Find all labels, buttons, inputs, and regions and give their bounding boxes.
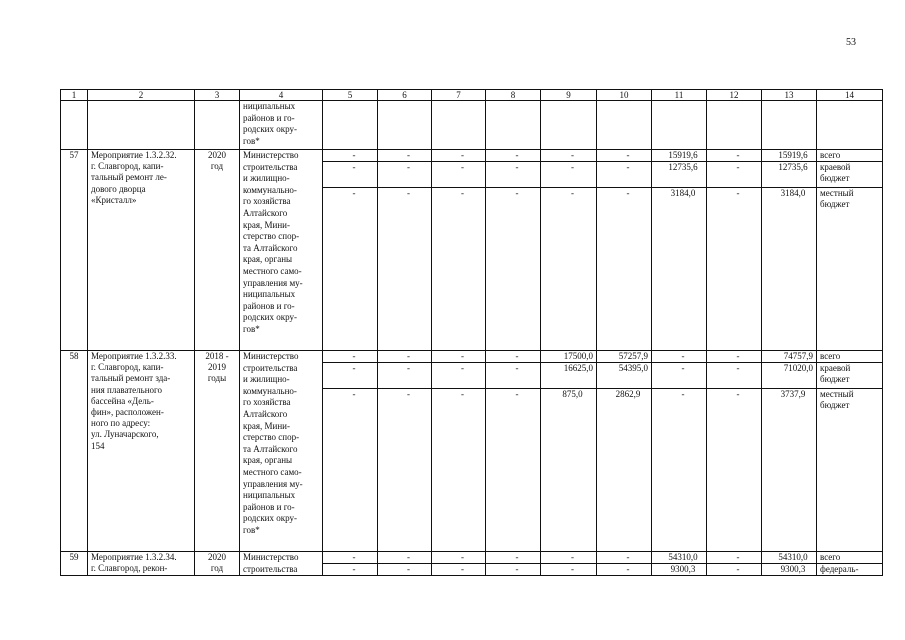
amount-cell: - <box>378 150 432 162</box>
amount-cell: - <box>432 162 486 188</box>
column-header: 11 <box>652 90 707 101</box>
row-number: 58 <box>61 351 88 552</box>
amount-cell: - <box>323 351 378 363</box>
executor-cell: Министерство строительства и жилищно- коммунально- го хозяйства Алтайского края, Мини- стерство спор- та Алтайского края, органы местного само- управления му- ниципальных районов и го- родских окру- гов* <box>240 150 323 351</box>
executor-cell: Министерство строительства и жилищно- коммунально- го хозяйства Алтайского края, Мини- стерство спор- та Алтайского края, органы местного само- управления му- ниципальных районов и го- родских окру- гов* <box>240 351 323 552</box>
amount-cell: - <box>432 150 486 162</box>
amount-cell: - <box>323 363 378 389</box>
amount-cell: 9300,3 <box>652 564 707 576</box>
row-number: 57 <box>61 150 88 351</box>
measure-period: 2020 год <box>195 150 240 351</box>
amount-cell: 57257,9 <box>597 351 652 363</box>
program-measures-table <box>60 89 883 576</box>
amount-cell: 12735,6 <box>652 162 707 188</box>
column-header: 4 <box>240 90 323 101</box>
amount-cell: - <box>707 188 762 351</box>
amount-cell: - <box>486 351 541 363</box>
amount-cell: - <box>432 552 486 564</box>
column-header: 2 <box>88 90 195 101</box>
table-row <box>61 150 883 162</box>
funding-source: краевой бюджет <box>817 363 883 389</box>
amount-cell: - <box>597 552 652 564</box>
amount-cell: - <box>707 162 762 188</box>
amount-cell: - <box>378 162 432 188</box>
continuation-row <box>61 101 883 150</box>
amount-cell: - <box>652 363 707 389</box>
amount-cell: - <box>541 162 597 188</box>
amount-cell: - <box>597 162 652 188</box>
amount-cell: - <box>432 363 486 389</box>
column-header: 8 <box>486 90 541 101</box>
column-header: 6 <box>378 90 432 101</box>
amount-cell: - <box>323 389 378 552</box>
column-header: 7 <box>432 90 486 101</box>
amount-cell: - <box>707 564 762 576</box>
amount-cell: 3184,0 <box>762 188 817 351</box>
amount-cell: - <box>541 564 597 576</box>
amount-cell: - <box>432 351 486 363</box>
amount-cell: 875,0 <box>541 389 597 552</box>
amount-cell: - <box>541 150 597 162</box>
row-number: 59 <box>61 552 88 576</box>
funding-source: всего <box>817 351 883 363</box>
amount-cell: - <box>541 188 597 351</box>
amount-cell: - <box>378 564 432 576</box>
amount-cell: 3184,0 <box>652 188 707 351</box>
amount-cell: - <box>378 552 432 564</box>
amount-cell: - <box>432 564 486 576</box>
amount-cell: - <box>323 150 378 162</box>
amount-cell: - <box>432 188 486 351</box>
column-number-header <box>61 90 883 101</box>
amount-cell: - <box>707 389 762 552</box>
amount-cell: - <box>486 363 541 389</box>
amount-cell: - <box>707 552 762 564</box>
column-header: 10 <box>597 90 652 101</box>
amount-cell: - <box>323 564 378 576</box>
amount-cell: 17500,0 <box>541 351 597 363</box>
measure-period: 2018 - 2019 годы <box>195 351 240 552</box>
amount-cell: 71020,0 <box>762 363 817 389</box>
amount-cell: 54310,0 <box>762 552 817 564</box>
funding-source: краевой бюджет <box>817 162 883 188</box>
funding-source: всего <box>817 150 883 162</box>
funding-source: местный бюджет <box>817 188 883 351</box>
column-header: 3 <box>195 90 240 101</box>
executor-cell: ниципальных районов и го- родских окру- гов* <box>240 101 323 150</box>
amount-cell: - <box>378 363 432 389</box>
amount-cell: - <box>707 351 762 363</box>
amount-cell: - <box>707 363 762 389</box>
amount-cell: 2862,9 <box>597 389 652 552</box>
amount-cell: - <box>707 150 762 162</box>
amount-cell: - <box>378 389 432 552</box>
amount-cell: 15919,6 <box>762 150 817 162</box>
funding-source: местный бюджет <box>817 389 883 552</box>
column-header: 13 <box>762 90 817 101</box>
amount-cell: 3737,9 <box>762 389 817 552</box>
amount-cell: 16625,0 <box>541 363 597 389</box>
amount-cell: - <box>597 150 652 162</box>
funding-source: федераль- <box>817 564 883 576</box>
amount-cell: - <box>486 188 541 351</box>
measure-title: Мероприятие 1.3.2.32. г. Славгород, капи- тальный ремонт ле- дового дворца «Кристалл» <box>88 150 195 351</box>
amount-cell: - <box>652 351 707 363</box>
table-row <box>61 351 883 363</box>
measure-period: 2020 год <box>195 552 240 576</box>
amount-cell: - <box>378 188 432 351</box>
executor-cell: Министерство строительства <box>240 552 323 576</box>
measure-title: Мероприятие 1.3.2.34. г. Славгород, рекон- <box>88 552 195 576</box>
amount-cell: 15919,6 <box>652 150 707 162</box>
column-header: 12 <box>707 90 762 101</box>
table-row <box>61 552 883 564</box>
page-number: 53 <box>846 37 856 48</box>
column-header: 1 <box>61 90 88 101</box>
column-header: 14 <box>817 90 883 101</box>
amount-cell: - <box>323 162 378 188</box>
column-header: 9 <box>541 90 597 101</box>
amount-cell: - <box>378 351 432 363</box>
amount-cell: 9300,3 <box>762 564 817 576</box>
amount-cell: - <box>486 150 541 162</box>
amount-cell: - <box>597 564 652 576</box>
amount-cell: 54395,0 <box>597 363 652 389</box>
amount-cell: - <box>486 564 541 576</box>
amount-cell: 74757,9 <box>762 351 817 363</box>
amount-cell: - <box>432 389 486 552</box>
funding-source: всего <box>817 552 883 564</box>
amount-cell: - <box>486 552 541 564</box>
amount-cell: - <box>486 389 541 552</box>
amount-cell: - <box>323 188 378 351</box>
column-header: 5 <box>323 90 378 101</box>
amount-cell: - <box>597 188 652 351</box>
amount-cell: - <box>541 552 597 564</box>
amount-cell: - <box>486 162 541 188</box>
amount-cell: 12735,6 <box>762 162 817 188</box>
amount-cell: - <box>323 552 378 564</box>
amount-cell: - <box>652 389 707 552</box>
measure-title: Мероприятие 1.3.2.33. г. Славгород, капи- тальный ремонт зда- ния плавательного бассейна «Дель- фин», расположен- ного по адресу: ул. Луначарского, 154 <box>88 351 195 552</box>
amount-cell: 54310,0 <box>652 552 707 564</box>
